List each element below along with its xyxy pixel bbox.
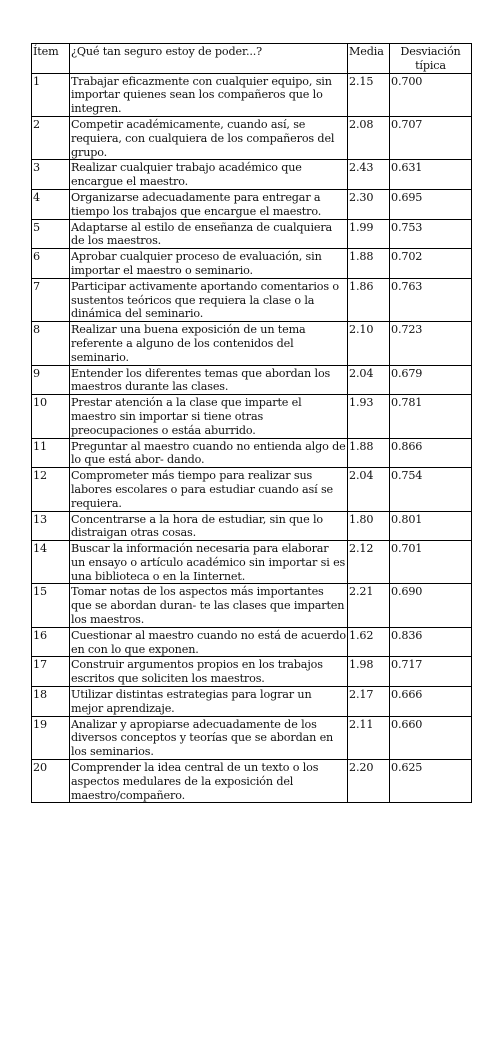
row-item-number: 18 xyxy=(32,687,70,717)
row-mean: 2.10 xyxy=(348,322,390,365)
header-sd-line2: típica xyxy=(415,58,446,72)
row-item-text: Preguntar al maestro cuando no entienda algo de lo que está abor- dando. xyxy=(71,439,346,467)
row-sd: 0.717 xyxy=(390,657,472,687)
row-item-number: 13 xyxy=(32,511,70,541)
row-sd: 0.690 xyxy=(390,584,472,627)
row-item-number: 20 xyxy=(32,760,70,803)
table-row xyxy=(32,438,472,468)
table-row xyxy=(32,468,472,511)
row-item-number: 12 xyxy=(32,468,70,511)
row-mean: 2.20 xyxy=(348,760,390,803)
row-sd: 0.701 xyxy=(390,541,472,584)
row-mean: 1.88 xyxy=(348,249,390,279)
table-row xyxy=(32,189,472,219)
row-sd: 0.631 xyxy=(390,160,472,190)
row-mean: 1.86 xyxy=(348,278,390,321)
row-mean: 1.99 xyxy=(348,219,390,249)
row-item-text: Organizarse adecuadamente para entregar a tiempo los trabajos que encargue el maestro. xyxy=(70,189,348,219)
header-item: Ítem xyxy=(32,44,70,74)
table-row xyxy=(32,322,472,365)
row-sd: 0.679 xyxy=(390,365,472,395)
row-item-number: 3 xyxy=(32,160,70,190)
row-sd: 0.866 xyxy=(390,438,472,468)
row-item-text: Buscar la información necesaria para elaborar un ensayo o artículo académico sin importar si es una biblioteca o en la Iinternet. xyxy=(70,541,348,584)
header-mean: Media xyxy=(348,44,390,74)
row-item-number: 14 xyxy=(32,541,70,584)
row-mean: 1.98 xyxy=(348,657,390,687)
row-mean: 1.62 xyxy=(348,627,390,657)
table-row xyxy=(32,278,472,321)
row-mean: 2.21 xyxy=(348,584,390,627)
self-efficacy-table xyxy=(31,43,472,803)
row-item-text: Analizar y apropiarse adecuadamente de los diversos conceptos y teorías que se abordan en los seminarios. xyxy=(70,716,348,759)
row-sd: 0.781 xyxy=(390,395,472,438)
row-mean: 2.08 xyxy=(348,116,390,159)
table-row xyxy=(32,541,472,584)
row-mean: 1.93 xyxy=(348,395,390,438)
row-sd: 0.836 xyxy=(390,627,472,657)
row-item-number: 17 xyxy=(32,657,70,687)
row-item-text: Comprender la idea central de un texto o los aspectos medulares de la exposición del maestro/compañero. xyxy=(70,760,348,803)
row-sd: 0.753 xyxy=(390,219,472,249)
row-mean: 1.80 xyxy=(348,511,390,541)
row-item-number: 10 xyxy=(32,395,70,438)
row-mean: 2.43 xyxy=(348,160,390,190)
row-item-text: Realizar cualquier trabajo académico que encargue el maestro. xyxy=(70,160,348,190)
row-item-text: Cuestionar al maestro cuando no está de acuerdo en con lo que exponen. xyxy=(71,628,346,656)
table-container xyxy=(31,43,472,803)
row-mean: 1.88 xyxy=(348,438,390,468)
table-row xyxy=(32,760,472,803)
row-item-text: Entender los diferentes temas que abordan los maestros durante las clases. xyxy=(70,365,348,395)
header-sd-line1: Desviación xyxy=(400,45,461,58)
row-mean: 2.12 xyxy=(348,541,390,584)
row-mean: 2.17 xyxy=(348,687,390,717)
row-item-text: Prestar atención a la clase que imparte el maestro sin importar si tiene otras preocupaciones o estáa aburrido. xyxy=(70,395,348,438)
row-item-number: 6 xyxy=(32,249,70,279)
row-item-text: Competir académicamente, cuando así, se requiera, con cualquiera de los compañeros del grupo. xyxy=(70,116,348,159)
row-sd: 0.666 xyxy=(390,687,472,717)
row-item-number: 5 xyxy=(32,219,70,249)
row-item-number: 15 xyxy=(32,584,70,627)
table-header-row xyxy=(32,44,472,74)
row-mean: 2.04 xyxy=(348,365,390,395)
row-item-text: Adaptarse al estilo de enseñanza de cualquiera de los maestros. xyxy=(70,219,348,249)
row-item-text: Aprobar cualquier proceso de evaluación, sin importar el maestro o seminario. xyxy=(70,249,348,279)
row-item-text: Participar activamente aportando comentarios o sustentos teóricos que requiera la clase o la dinámica del seminario. xyxy=(70,278,348,321)
table-row xyxy=(32,716,472,759)
row-sd: 0.702 xyxy=(390,249,472,279)
row-sd: 0.695 xyxy=(390,189,472,219)
row-sd: 0.707 xyxy=(390,116,472,159)
row-item-number: 19 xyxy=(32,716,70,759)
table-row xyxy=(32,73,472,116)
row-item-text: Utilizar distintas estrategias para lograr un mejor aprendizaje. xyxy=(70,687,348,717)
row-item-number: 7 xyxy=(32,278,70,321)
table-row xyxy=(32,584,472,627)
row-item-number: 8 xyxy=(32,322,70,365)
row-item-number: 16 xyxy=(32,627,70,657)
row-item-number: 9 xyxy=(32,365,70,395)
row-item-text: Realizar una buena exposición de un tema referente a alguno de los contenidos del seminario. xyxy=(70,322,348,365)
row-sd: 0.625 xyxy=(390,760,472,803)
row-item-text: Trabajar eficazmente con cualquier equipo, sin importar quienes sean los compañeros que lo integren. xyxy=(70,73,348,116)
row-item-number: 11 xyxy=(32,438,70,468)
table-row xyxy=(32,627,472,657)
table-row xyxy=(32,395,472,438)
table-body xyxy=(32,73,472,803)
table-row xyxy=(32,365,472,395)
row-sd: 0.801 xyxy=(390,511,472,541)
header-sd xyxy=(390,44,472,74)
table-row xyxy=(32,657,472,687)
table-row xyxy=(32,249,472,279)
row-mean: 2.15 xyxy=(348,73,390,116)
row-mean: 2.11 xyxy=(348,716,390,759)
row-mean: 2.04 xyxy=(348,468,390,511)
row-sd: 0.723 xyxy=(390,322,472,365)
row-sd: 0.763 xyxy=(390,278,472,321)
row-item-text: Concentrarse a la hora de estudiar, sin que lo distraigan otras cosas. xyxy=(70,511,348,541)
table-row xyxy=(32,687,472,717)
table-row xyxy=(32,219,472,249)
row-item-text: Construir argumentos propios en los trabajos escritos que soliciten los maestros. xyxy=(70,657,348,687)
row-mean: 2.30 xyxy=(348,189,390,219)
row-item-text: Comprometer más tiempo para realizar sus labores escolares o para estudiar cuando así se requiera. xyxy=(70,468,348,511)
table-row xyxy=(32,160,472,190)
row-item-number: 1 xyxy=(32,73,70,116)
table-row xyxy=(32,511,472,541)
row-item-number: 2 xyxy=(32,116,70,159)
table-row xyxy=(32,116,472,159)
row-item-number: 4 xyxy=(32,189,70,219)
header-question: ¿Qué tan seguro estoy de poder...? xyxy=(70,44,348,74)
row-sd: 0.754 xyxy=(390,468,472,511)
row-sd: 0.660 xyxy=(390,716,472,759)
row-item-text: Tomar notas de los aspectos más importantes que se abordan duran- te las clases que imparten los maestros. xyxy=(70,584,348,627)
row-sd: 0.700 xyxy=(390,73,472,116)
